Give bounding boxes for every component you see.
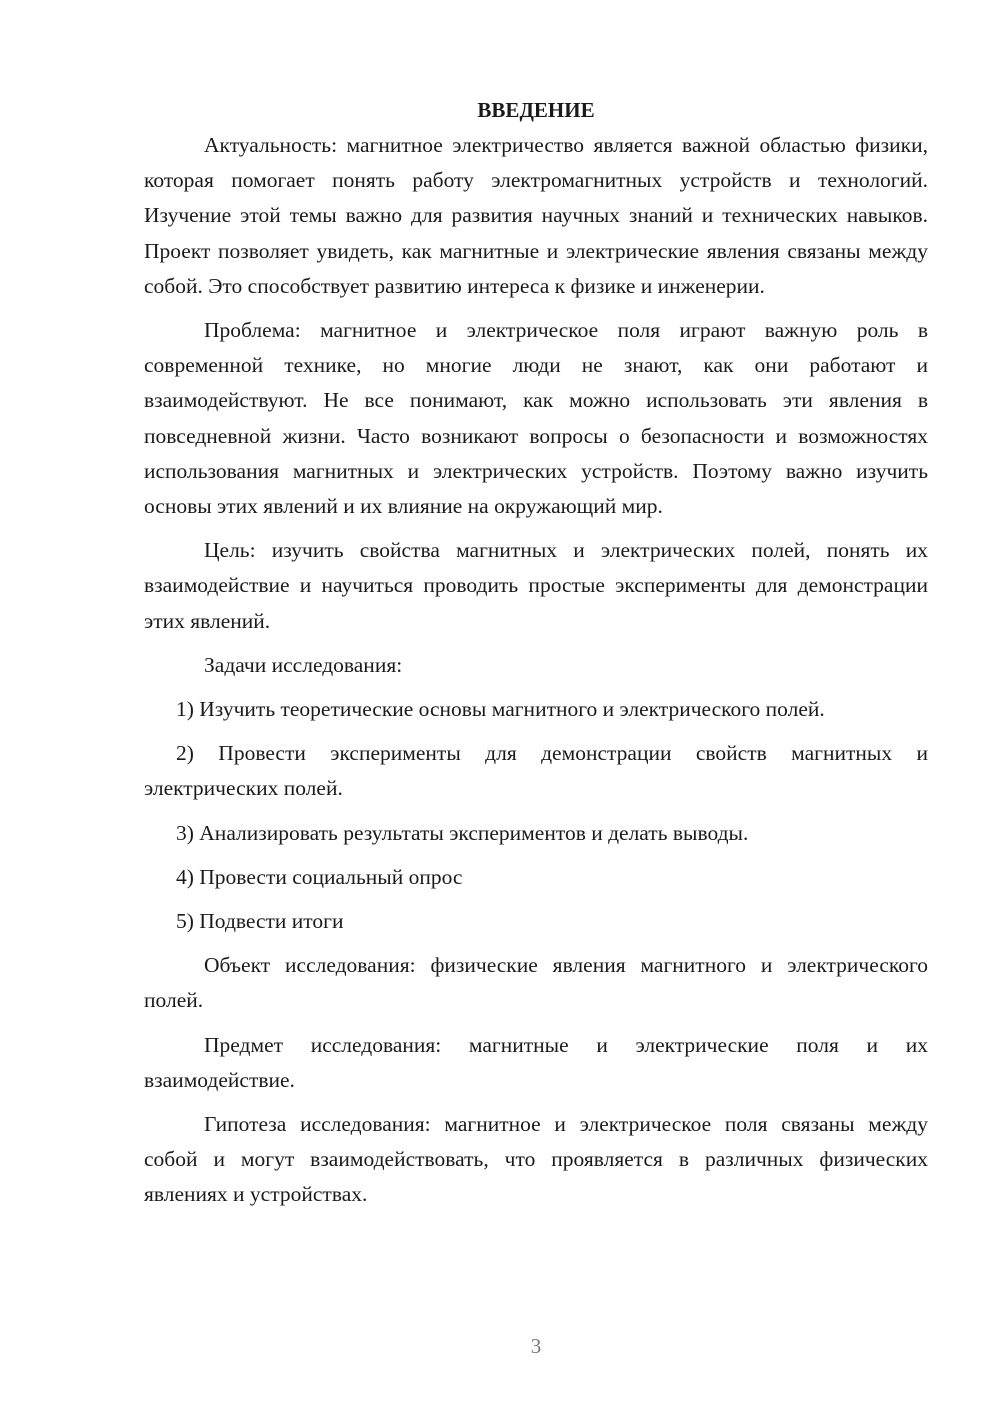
- task-item-4: 4) Провести социальный опрос: [176, 864, 463, 889]
- task-item-5: 5) Подвести итоги: [176, 909, 344, 934]
- task-item-1: 1) Изучить теоретические основы магнитного и электрического полей.: [176, 697, 825, 722]
- hypothesis-paragraph: Гипотеза исследования: магнитное и электрическое поля связаны между собой и могут взаимодействовать, что проявляется в различных физических явлениях и устройствах.: [144, 1112, 928, 1207]
- page-number: 3: [530, 1334, 542, 1358]
- task-item-2: 2) Провести эксперименты для демонстрации свойств магнитных и электрических полей.: [144, 741, 928, 801]
- object-paragraph: Объект исследования: физические явления магнитного и электрического полей.: [144, 953, 928, 1013]
- section-heading: ВВЕДЕНИЕ: [477, 98, 595, 122]
- tasks-title: Задачи исследования:: [204, 652, 403, 677]
- relevance-paragraph: Актуальность: магнитное электричество является важной областью физики, которая помогает понять работу электромагнитных устройств и технологий. Изучение этой темы важно для развития научных знаний и технических навыков. Проект позволяет увидеть, как магнитные и электрические явления связаны между собой. Это способствует развитию интереса к физике и инженерии.: [144, 133, 928, 298]
- task-item-3: 3) Анализировать результаты экспериментов и делать выводы.: [176, 820, 749, 845]
- goal-paragraph: Цель: изучить свойства магнитных и электрических полей, понять их взаимодействие и научиться проводить простые эксперименты для демонстрации этих явлений.: [144, 538, 928, 633]
- page-content: [144, 92, 928, 1213]
- subject-paragraph: Предмет исследования: магнитные и электрические поля и их взаимодействие.: [144, 1032, 928, 1092]
- problem-paragraph: Проблема: магнитное и электрическое поля играют важную роль в современной технике, но многие люди не знают, как они работают и взаимодействуют. Не все понимают, как можно использовать эти явления в повседневной жизни. Часто возникают вопросы о безопасности и возможностях использования магнитных и электрических устройств. Поэтому важно изучить основы этих явлений и их влияние на окружающий мир.: [144, 318, 928, 519]
